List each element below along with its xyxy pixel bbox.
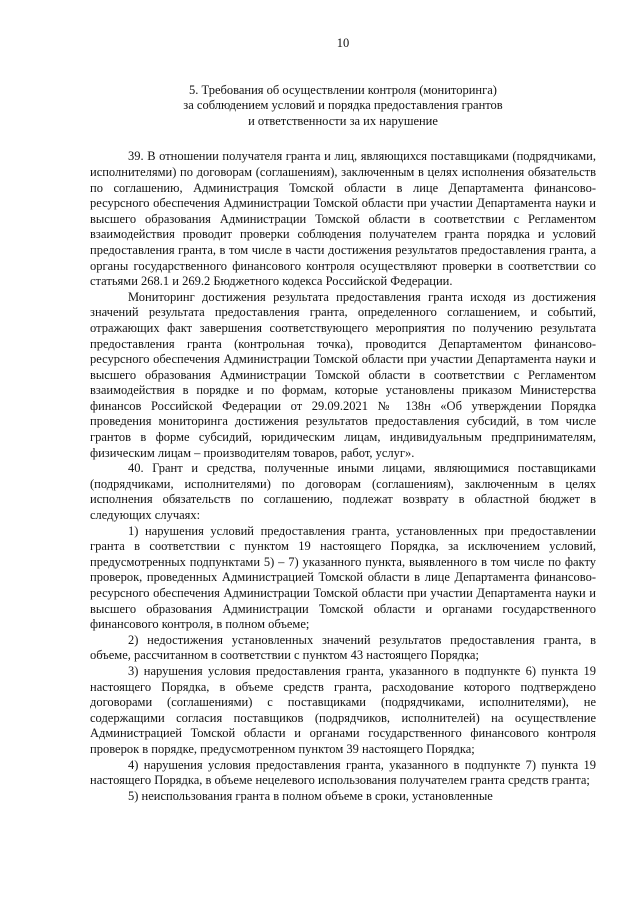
list-item-2: 2) недостижения установленных значений результатов предоставления гранта, в объеме, рассчитанном в соответствии с пунктом 43 настоящего Порядка; — [90, 632, 596, 663]
paragraph-39: 39. В отношении получателя гранта и лиц, являющихся поставщиками (подрядчиками, исполнителями) по договорам (соглашениям), заключенным в целях исполнения обязательств по соглашению, Администрация Томской области в лице Департамента финансово-ресурсного обеспечения Администрации Томской области при участии Департамента науки и высшего образования Администрации Томской области в соответствии с Регламентом взаимодействия проводит проверки соблюдения получателем гранта порядка и условий предоставления гранта, в том числе в части достижения результатов предоставления гранта, а органы государственного финансового контроля осуществляют проверки в соответствии со статьями 268.1 и 269.2 Бюджетного кодекса Российской Федерации. — [90, 149, 596, 289]
section-heading-line: и ответственности за их нарушение — [248, 113, 438, 128]
paragraph-monitoring: Мониторинг достижения результата предоставления гранта исходя из достижения значений результата предоставления гранта, определенного соглашением, и событий, отражающих факт завершения соответствующего мероприятия по получению результата предоставления гранта (контрольная точка), проводится Департаментом финансово-ресурсного обеспечения Администрации Томской области при участии Департамента науки и высшего образования Администрации Томской области в соответствии с Регламентом взаимодействия в порядке и по формам, которые установлены приказом Министерства финансов Российской Федерации от 29.09.2021 № 138н «Об утверждении Порядка проведения мониторинга достижения результатов предоставления субсидий, в том числе грантов в форме субсидий, юридическим лицам, индивидуальным предпринимателям, физическим лицам – производителям товаров, работ, услуг». — [90, 289, 596, 460]
paragraph-40: 40. Грант и средства, полученные иными лицами, являющимися поставщиками (подрядчиками, исполнителями) по договорам (соглашениям), заключенным в целях исполнения обязательств по соглашению, подлежат возврату в областной бюджет в следующих случаях: — [90, 461, 596, 523]
list-item-3: 3) нарушения условия предоставления гранта, указанного в подпункте 6) пункта 19 настоящего Порядка, в объеме средств гранта, расходование которого подтверждено договорами (соглашениями) с поставщиками (подрядчиками, исполнителями), не содержащими согласия поставщиков (подрядчиков, исполнителей) на осуществление Администрацией Томской области и органами государственного финансового контроля проверок в порядке, предусмотренном пунктом 39 настоящего Порядка; — [90, 663, 596, 756]
list-item-5: 5) неиспользования гранта в полном объеме в сроки, установленные — [128, 788, 493, 803]
section-heading — [90, 83, 596, 130]
section-heading-line: за соблюдением условий и порядка предоставления грантов — [183, 98, 503, 113]
list-item-4: 4) нарушения условия предоставления гранта, указанного в подпункте 7) пункта 19 настоящего Порядка, в объеме нецелевого использования получателем гранта средств гранта; — [90, 757, 596, 788]
page-number: 10 — [336, 36, 350, 50]
section-heading-line: 5. Требования об осуществлении контроля (мониторинга) — [189, 82, 497, 97]
list-item-1: 1) нарушения условий предоставления гранта, установленных при предоставлении гранта в соответствии с пунктом 19 настоящего Порядка, за исключением условий, предусмотренных подпунктами 5) – 7) указанного пункта, выявленного в том числе по факту проверок, проведенных Администрацией Томской области в лице Департамента финансово-ресурсного обеспечения Администрации Томской области при участии Департамента науки и высшего образования Администрации Томской области и органами государственного финансового контроля, в полном объеме; — [90, 523, 596, 632]
